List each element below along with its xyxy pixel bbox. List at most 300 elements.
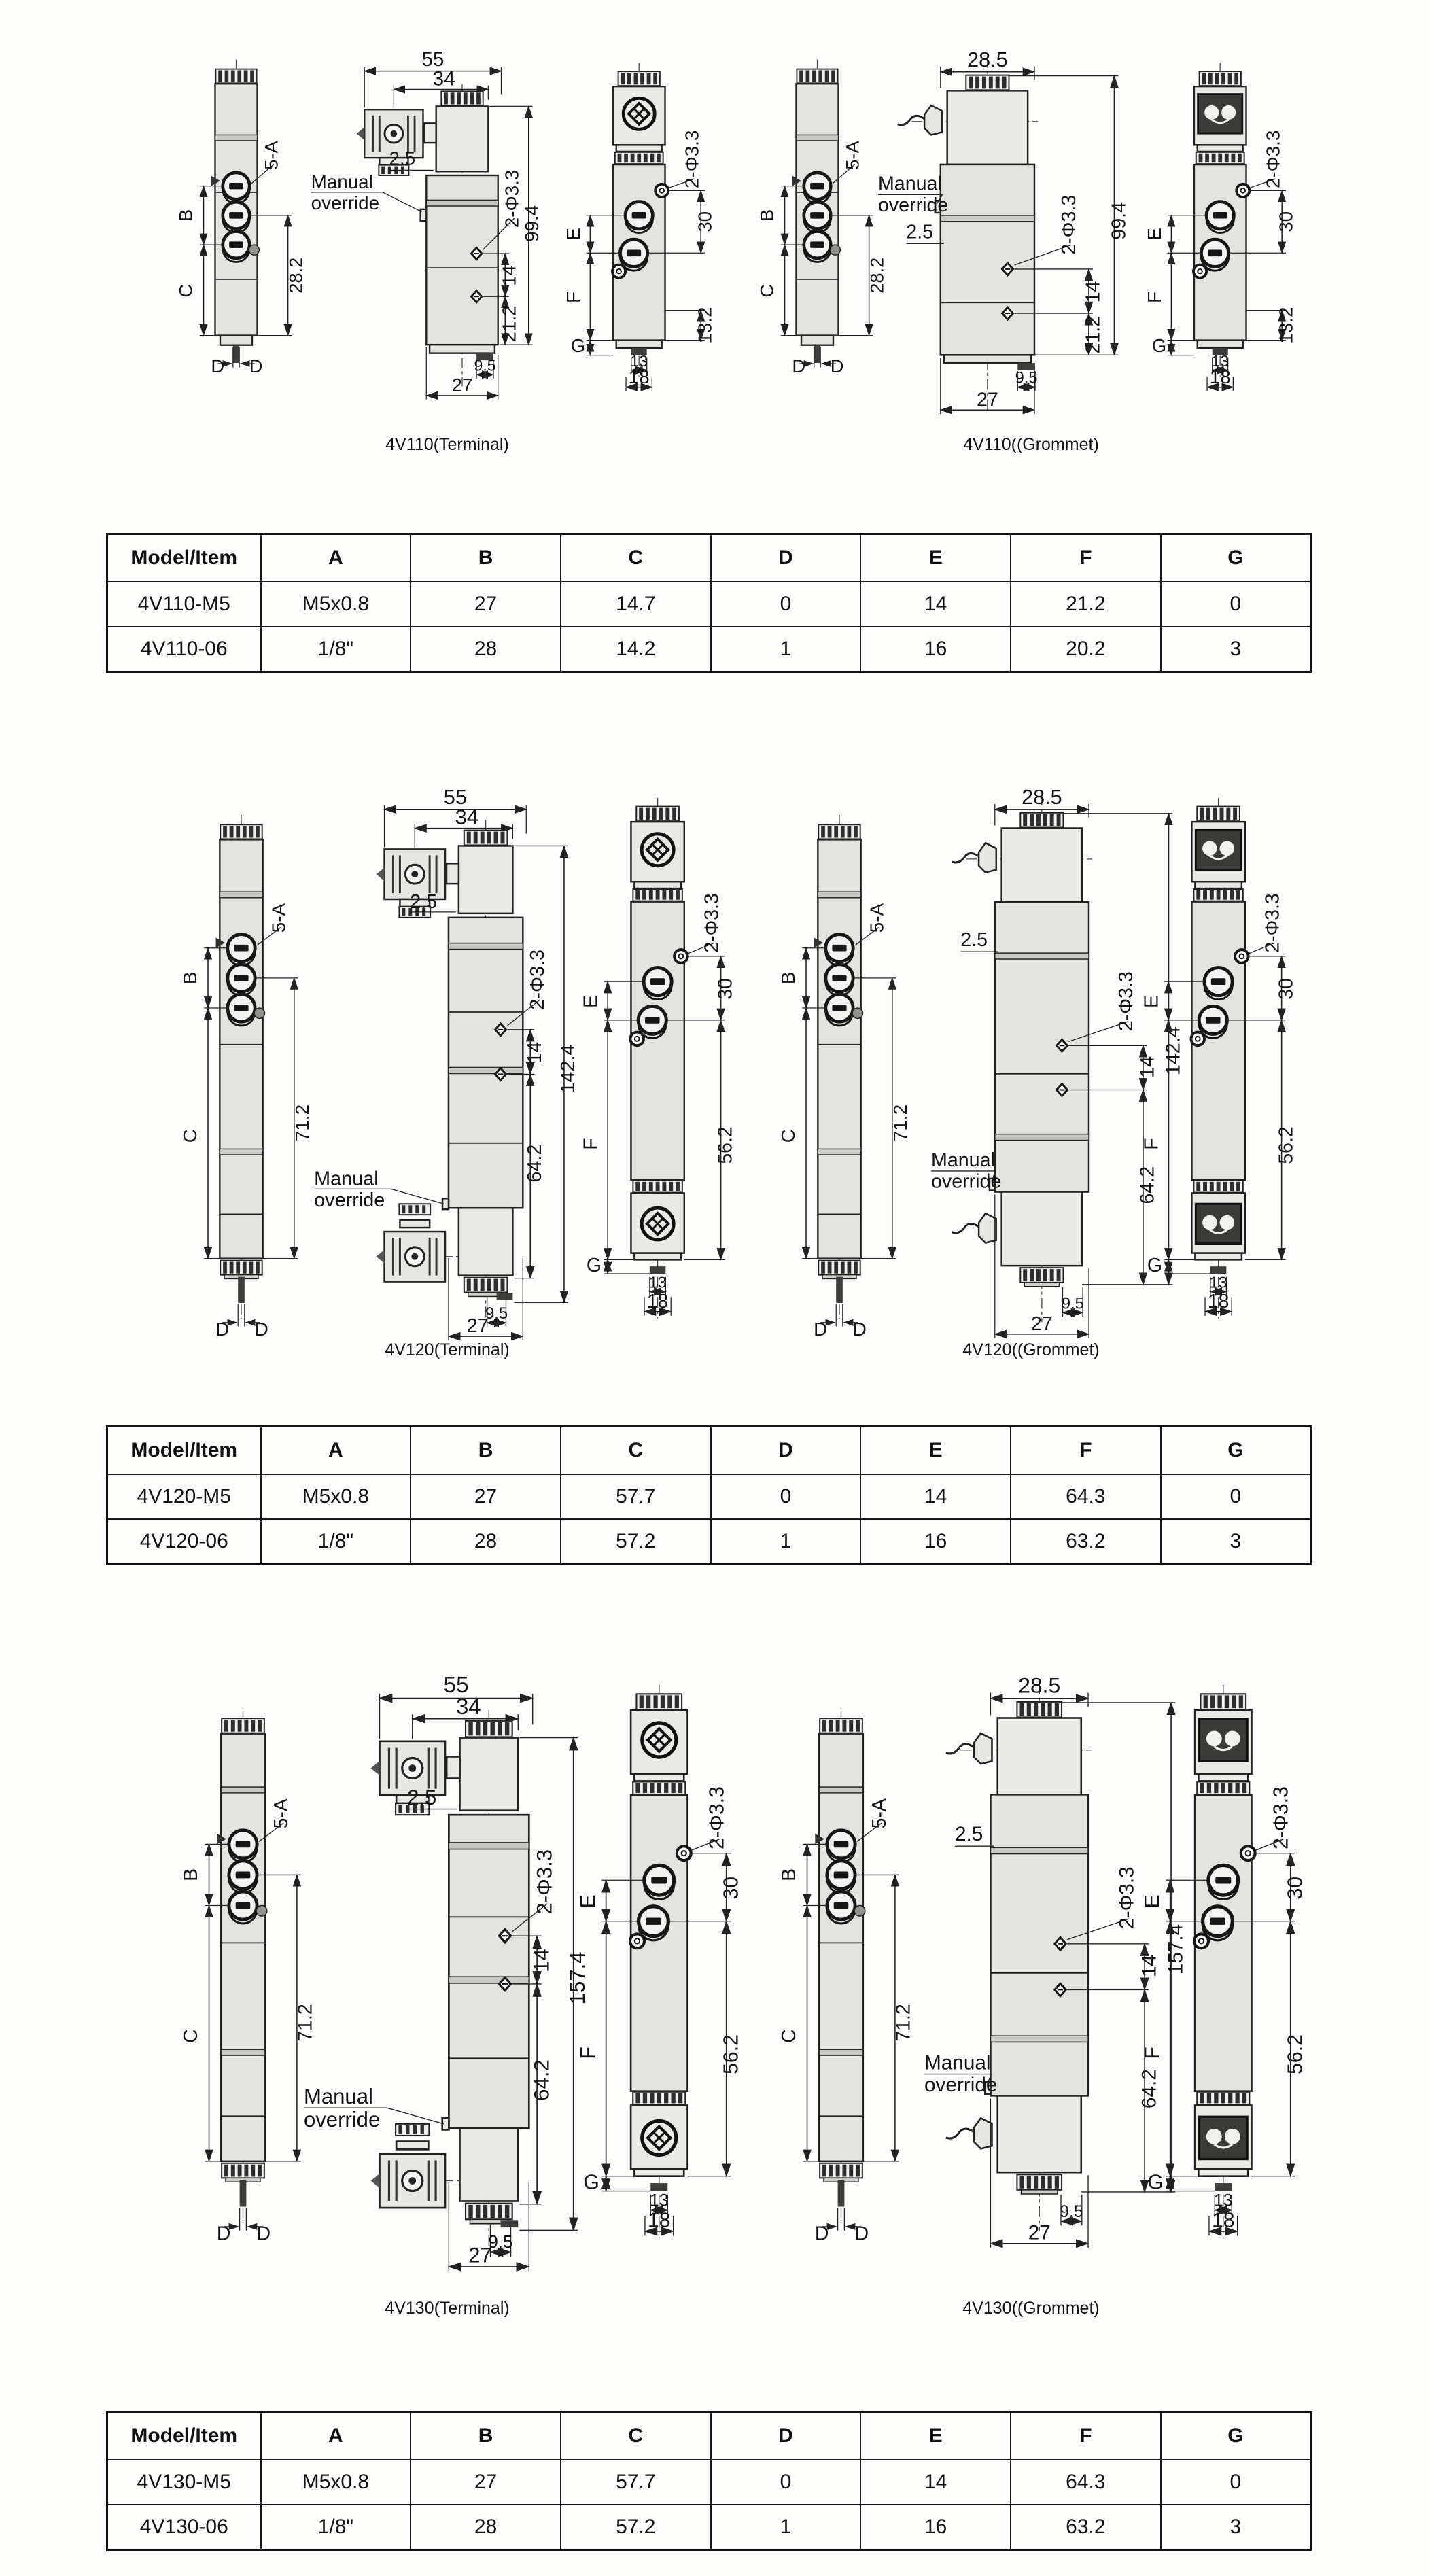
table-header-e: E (860, 2412, 1011, 2460)
table-cell: 57.7 (561, 2460, 711, 2505)
dim-label-28-5: 28.5 (1018, 1673, 1061, 1698)
grommet-wire (952, 843, 996, 872)
valve-side-view (758, 1699, 924, 2246)
dim-label-30: 30 (720, 1876, 743, 1900)
table-cell: 64.3 (1011, 2460, 1161, 2505)
table-header-c: C (561, 1427, 711, 1475)
table-cell: 27 (411, 582, 561, 627)
dim-label-hole: 2-Φ3.3 (1270, 1786, 1293, 1850)
port (826, 935, 853, 966)
port (1208, 1865, 1238, 1899)
cable-gland (399, 1204, 430, 1215)
dim-label-27: 27 (451, 375, 473, 396)
dim-label-b: B (175, 209, 196, 222)
dim-label-18: 18 (648, 2209, 671, 2232)
table-header-row (107, 2412, 1311, 2460)
pilot-hole (677, 1846, 691, 1860)
table-cell: 20.2 (1011, 627, 1161, 672)
dimension-table (106, 533, 1312, 673)
coil-face-symbol (642, 834, 674, 866)
drawing-4v110-side-terminal (156, 54, 316, 377)
table-cell: 57.7 (561, 1474, 711, 1519)
table-cell: 0 (711, 582, 861, 627)
din-connector (385, 1232, 445, 1282)
dim-label-c: C (777, 1129, 799, 1143)
dimension-table-4v120 (106, 1425, 1312, 1565)
solenoid-coil (947, 90, 1028, 164)
valve-body (995, 902, 1089, 1191)
valve-front-view (1142, 792, 1302, 1339)
dim-label-30: 30 (1275, 211, 1297, 232)
valve-body (449, 918, 523, 1208)
dim-label-13: 13 (1209, 1273, 1227, 1291)
valve-body (941, 164, 1034, 355)
dim-label-34: 34 (455, 1694, 481, 1720)
manual-override-label: Manual (311, 171, 373, 193)
dim-label-port-bottom: 56.2 (714, 1126, 737, 1164)
solenoid-coil (436, 106, 489, 171)
dim-label-g: G (583, 2171, 599, 2194)
table-header-g: G (1161, 2412, 1311, 2460)
dim-label-hole: 2-Φ3.3 (501, 169, 523, 228)
valve-body (990, 1794, 1088, 2095)
table-cell: 16 (860, 627, 1011, 672)
table-header-c: C (561, 534, 711, 582)
dim-label-b: B (778, 1868, 800, 1881)
valve-front-view (581, 792, 741, 1339)
dim-label-27: 27 (1030, 1312, 1053, 1335)
valve-body (818, 839, 860, 1258)
table-row (107, 1474, 1311, 1519)
dim-label-5a: 5-A (866, 903, 888, 933)
table-header-e: E (860, 1427, 1011, 1475)
table-cell: 57.2 (561, 1519, 711, 1565)
knurled-cap (1020, 1268, 1063, 1287)
port (229, 1861, 257, 1893)
dim-label-hole-bottom: 21.2 (498, 305, 520, 343)
dim-label-13: 13 (1213, 2191, 1233, 2210)
table-header-model-item: Model/Item (107, 534, 261, 582)
table-cell: 21.2 (1011, 582, 1161, 627)
solenoid-coil (998, 2095, 1081, 2172)
valve-body (220, 839, 262, 1258)
dim-label-g: G (1151, 334, 1167, 356)
table-cell: 14 (860, 2460, 1011, 2505)
knurled-nut (1196, 152, 1244, 164)
dim-label-13: 13 (649, 2191, 669, 2210)
drawing-4v130-front-terminal (578, 1679, 748, 2260)
valve-body (449, 1815, 529, 2128)
dim-label-height-total: 99.4 (1108, 202, 1130, 240)
drawing-4v110-front-grommet (1145, 58, 1302, 396)
dim-label-9-5: 9.5 (1060, 2202, 1083, 2221)
table-cell: 3 (1161, 2505, 1311, 2550)
port (827, 1861, 855, 1893)
port (827, 1892, 855, 1924)
dim-label-hole: 2-Φ3.3 (1058, 194, 1081, 255)
table-cell: 4V120-M5 (107, 1474, 261, 1519)
dim-label-9-5: 9.5 (474, 356, 496, 375)
dim-label-2-5: 2.5 (960, 929, 988, 952)
table-cell: 14 (860, 582, 1011, 627)
dim-label-f: F (577, 2047, 599, 2059)
table-cell: 14 (860, 1474, 1011, 1519)
valve-front-view (1142, 1679, 1312, 2260)
table-row (107, 627, 1311, 672)
dim-label-9-5: 9.5 (1061, 1295, 1084, 1313)
table-header-a: A (261, 534, 411, 582)
table-cell: 27 (411, 2460, 561, 2505)
table-cell: 14.7 (561, 582, 711, 627)
port (229, 1892, 257, 1924)
table-header-d: D (711, 1427, 861, 1475)
grommet-wire (946, 1733, 992, 1764)
dimension-table (106, 1425, 1312, 1565)
manual-override-label: Manual (877, 173, 942, 195)
port (644, 1865, 674, 1899)
solenoid-coil (613, 86, 665, 145)
dim-label-2-5: 2.5 (906, 221, 934, 243)
dim-label-14: 14 (1136, 1056, 1159, 1078)
dim-label-hole: 2-Φ3.3 (527, 949, 549, 1010)
dim-label-g: G (1147, 1255, 1162, 1277)
dim-label-hole: 2-Φ3.3 (705, 1786, 729, 1850)
cable-gland (396, 2124, 429, 2136)
valve-grommet-view (877, 48, 1138, 430)
table-cell: 4V130-06 (107, 2505, 261, 2550)
dim-label-d: D (814, 1318, 828, 1340)
dim-label-f: F (1140, 1138, 1163, 1150)
grommet-socket-face (1196, 1204, 1241, 1244)
manual-override-label: override (931, 1170, 1002, 1193)
dim-label-hole: 2-Φ3.3 (701, 893, 723, 953)
grommet-socket-face (1199, 2117, 1247, 2159)
dim-label-30: 30 (694, 211, 716, 232)
dim-label-2-5: 2.5 (389, 147, 416, 169)
table-cell: 4V130-M5 (107, 2460, 261, 2505)
port (1204, 968, 1232, 1000)
drawing-4v130-side-grommet (758, 1699, 924, 2246)
table-row (107, 2460, 1311, 2505)
dim-label-5a: 5-A (260, 141, 282, 170)
knurled-cap (220, 1261, 262, 1279)
table-row (107, 1519, 1311, 1565)
dim-label-d: D (254, 1318, 268, 1340)
table-cell: 63.2 (1011, 2505, 1161, 2550)
dim-label-port-bottom: 56.2 (720, 2034, 743, 2074)
table-header-row (107, 1427, 1311, 1475)
valve-front-view (1145, 58, 1302, 396)
dim-label-34: 34 (455, 805, 478, 829)
dim-label-height-total: 157.4 (565, 1951, 589, 2005)
port (827, 1830, 855, 1862)
table-header-model-item: Model/Item (107, 1427, 261, 1475)
dim-label-28-5: 28.5 (1022, 785, 1062, 809)
dim-label-d: D (854, 2223, 869, 2245)
grommet-socket-face (1196, 830, 1241, 870)
dim-label-18: 18 (628, 366, 650, 387)
dim-label-d: D (814, 2223, 829, 2245)
caption-terminal: 4V110(Terminal) (385, 435, 509, 454)
table-row (107, 582, 1311, 627)
dim-label-side-span: 71.2 (892, 2004, 915, 2042)
dim-label-d: D (249, 355, 263, 377)
dim-label-f: F (1144, 291, 1166, 303)
dim-label-side-span: 71.2 (889, 1104, 911, 1142)
dim-label-d: D (215, 1318, 230, 1340)
port (223, 231, 249, 262)
table-cell: 1 (711, 1519, 861, 1565)
table-header-row (107, 534, 1311, 582)
table-cell: 28 (411, 627, 561, 672)
pilot-hole (1191, 1032, 1204, 1046)
dim-label-18: 18 (646, 1290, 669, 1312)
pilot-hole (630, 1032, 644, 1046)
manual-override-label: Manual (314, 1168, 379, 1190)
valve-terminal-view (309, 785, 581, 1346)
dim-label-side-span: 71.2 (294, 2004, 317, 2042)
coil-face-symbol (642, 2121, 676, 2155)
table-header-e: E (860, 534, 1011, 582)
pilot-hole (1194, 1934, 1208, 1948)
dim-label-b: B (179, 1868, 202, 1881)
solenoid-coil (1002, 1192, 1082, 1266)
pilot-hole (1235, 950, 1249, 963)
valve-side-view (156, 54, 316, 377)
dim-label-g: G (570, 334, 586, 356)
dim-label-30: 30 (714, 978, 737, 1000)
grommet-wire (952, 1213, 996, 1242)
dim-label-d: D (211, 355, 225, 377)
table-cell: 4V110-06 (107, 627, 261, 672)
dim-label-hole: 2-Φ3.3 (1261, 893, 1284, 953)
dim-label-c: C (756, 283, 778, 298)
dim-label-2-5: 2.5 (407, 1786, 437, 1810)
knurled-cap (818, 1261, 860, 1279)
table-cell: M5x0.8 (261, 1474, 411, 1519)
table-cell: 28 (411, 1519, 561, 1565)
table-cell: 28 (411, 2505, 561, 2550)
dim-label-5a: 5-A (869, 1798, 891, 1829)
din-connector (379, 2154, 445, 2208)
table-cell: 0 (1161, 2460, 1311, 2505)
table-cell: 1/8" (261, 2505, 411, 2550)
dim-label-14: 14 (1082, 281, 1104, 303)
table-cell: 63.2 (1011, 1519, 1161, 1565)
dim-label-9-5: 9.5 (485, 1304, 508, 1323)
manual-override-label: override (303, 2108, 381, 2132)
caption-terminal: 4V120(Terminal) (385, 1340, 510, 1359)
drawing-4v110-side-grommet (737, 54, 897, 377)
table-header-f: F (1011, 2412, 1161, 2460)
dim-label-d: D (256, 2223, 271, 2245)
coil-face-symbol (642, 1208, 674, 1240)
dim-label-e: E (1141, 1894, 1164, 1909)
dim-label-side-span: 28.2 (866, 257, 888, 294)
dim-label-30: 30 (1275, 978, 1297, 1000)
valve-body (819, 1734, 863, 2161)
dim-label-14: 14 (524, 1041, 546, 1064)
pilot-hole (1241, 1846, 1255, 1860)
pilot-hole (630, 1934, 644, 1948)
dim-label-c: C (175, 283, 196, 298)
table-header-f: F (1011, 534, 1161, 582)
dim-label-5a: 5-A (268, 903, 290, 933)
dimension-table (106, 2411, 1312, 2551)
table-header-c: C (561, 2412, 711, 2460)
dim-label-c: C (179, 1129, 200, 1143)
drawing-4v130-front-grommet (1142, 1679, 1312, 2260)
grommet-wire (898, 105, 942, 135)
dim-label-18: 18 (1209, 366, 1231, 387)
knurled-nut (1197, 1781, 1249, 1794)
table-header-g: G (1161, 1427, 1311, 1475)
table-header-d: D (711, 534, 861, 582)
pilot-hole (1193, 265, 1206, 278)
table-header-d: D (711, 2412, 861, 2460)
dim-label-height-total: 142.4 (1162, 1026, 1185, 1076)
dim-label-hole: 2-Φ3.3 (1115, 1866, 1138, 1929)
table-cell: 0 (711, 2460, 861, 2505)
grommet-socket-face (1198, 94, 1242, 133)
manual-override-label: override (877, 194, 949, 217)
knurled-cap (820, 2163, 862, 2182)
manual-override-label: Manual (924, 2051, 991, 2074)
table-cell: 3 (1161, 627, 1311, 672)
port (644, 968, 672, 1000)
dim-label-side-span: 28.2 (285, 257, 307, 294)
dim-label-28-5: 28.5 (967, 48, 1008, 71)
drawing-4v120-front-terminal (581, 792, 741, 1339)
dim-label-hole: 2-Φ3.3 (1262, 130, 1284, 189)
drawing-4v120-side-grommet (758, 805, 921, 1342)
caption-grommet: 4V110((Grommet) (963, 435, 1099, 454)
dim-label-5a: 5-A (271, 1798, 293, 1829)
dim-label-e: E (577, 1894, 599, 1909)
dim-label-hole-bottom: 64.2 (529, 2059, 554, 2101)
table-cell: 57.2 (561, 2505, 711, 2550)
dim-label-e: E (1144, 228, 1166, 241)
dim-label-2-5: 2.5 (410, 890, 438, 913)
dim-label-27: 27 (1028, 2221, 1051, 2244)
port (1206, 202, 1234, 233)
caption-grommet: 4V130((Grommet) (962, 2299, 1100, 2318)
valve-front-view (564, 58, 720, 396)
manual-override-label: override (314, 1189, 385, 1212)
knurled-cap (222, 2163, 264, 2182)
dimension-table-4v130 (106, 2411, 1312, 2551)
knurled-nut (633, 2092, 685, 2105)
table-header-b: B (411, 534, 561, 582)
dim-label-e: E (1140, 995, 1163, 1008)
dim-label-55: 55 (443, 1673, 469, 1699)
dim-label-port-bottom: 13.2 (1275, 307, 1297, 344)
dim-label-height-total: 142.4 (557, 1044, 579, 1094)
dim-label-14: 14 (529, 1949, 554, 1972)
dim-label-hole: 2-Φ3.3 (532, 1849, 557, 1915)
port (826, 964, 853, 996)
dim-label-55: 55 (443, 784, 468, 809)
table-header-a: A (261, 1427, 411, 1475)
drawing-4v120-side-terminal (160, 805, 323, 1342)
valve-front-view (578, 1679, 748, 2260)
manual-override-label: Manual (303, 2084, 373, 2108)
solenoid-coil (1002, 829, 1082, 903)
dim-label-g: G (1147, 2171, 1164, 2194)
table-header-model-item: Model/Item (107, 2412, 261, 2460)
table-cell: 4V110-M5 (107, 582, 261, 627)
dim-label-port-bottom: 56.2 (1284, 2034, 1307, 2074)
dim-label-18: 18 (1212, 2209, 1235, 2232)
pilot-hole (655, 184, 668, 197)
port (229, 1830, 257, 1862)
dim-label-g: G (586, 1255, 601, 1277)
solenoid-coil (631, 1710, 687, 1774)
valve-terminal-view (299, 1672, 591, 2277)
dim-label-18: 18 (1207, 1290, 1230, 1312)
table-cell: 64.3 (1011, 1474, 1161, 1519)
dimension-table-4v110 (106, 533, 1312, 673)
table-header-b: B (411, 2412, 561, 2460)
grommet-wire (946, 2118, 992, 2148)
port (228, 964, 255, 996)
dim-label-9-5: 9.5 (1015, 369, 1038, 387)
knurled-nut (633, 889, 682, 901)
table-cell: M5x0.8 (261, 582, 411, 627)
knurled-nut (633, 1781, 685, 1794)
valve-side-view (737, 54, 897, 377)
port (804, 202, 831, 232)
dim-label-c: C (179, 2029, 202, 2043)
table-cell: 16 (860, 1519, 1011, 1565)
dim-label-c: C (778, 2029, 800, 2043)
table-cell: 16 (860, 2505, 1011, 2550)
coil-face-symbol (623, 98, 655, 129)
table-cell: 27 (411, 1474, 561, 1519)
dim-label-5a: 5-A (841, 141, 863, 170)
dim-label-13: 13 (1211, 351, 1229, 370)
dim-label-hole-bottom: 64.2 (524, 1144, 546, 1183)
dim-label-d: D (830, 355, 844, 377)
solenoid-coil (459, 1208, 513, 1275)
solenoid-coil (459, 1738, 518, 1811)
drawing-4v110-terminal (306, 48, 543, 413)
table-cell: 0 (711, 1474, 861, 1519)
table-header-g: G (1161, 534, 1311, 582)
manual-override-label: override (924, 2074, 998, 2097)
dim-label-f: F (580, 1138, 602, 1150)
solenoid-coil (998, 1718, 1081, 1795)
dim-label-14: 14 (1138, 1955, 1161, 1978)
pilot-hole (1236, 184, 1249, 197)
drawing-4v110-grommet (877, 48, 1138, 430)
pilot-hole (612, 265, 625, 278)
manual-override-button (421, 209, 427, 221)
port (223, 202, 249, 232)
dim-label-f: F (563, 291, 585, 303)
dim-label-14: 14 (498, 265, 520, 287)
port (223, 173, 249, 203)
table-cell: 1 (711, 627, 861, 672)
table-cell: 1 (711, 2505, 861, 2550)
table-cell: 14.2 (561, 627, 711, 672)
dim-label-34: 34 (432, 67, 455, 90)
knurled-nut (1193, 889, 1242, 901)
table-cell: 3 (1161, 1519, 1311, 1565)
dim-label-side-span: 71.2 (291, 1104, 313, 1142)
dim-label-f: F (1141, 2047, 1164, 2059)
dim-label-port-bottom: 13.2 (694, 307, 716, 344)
